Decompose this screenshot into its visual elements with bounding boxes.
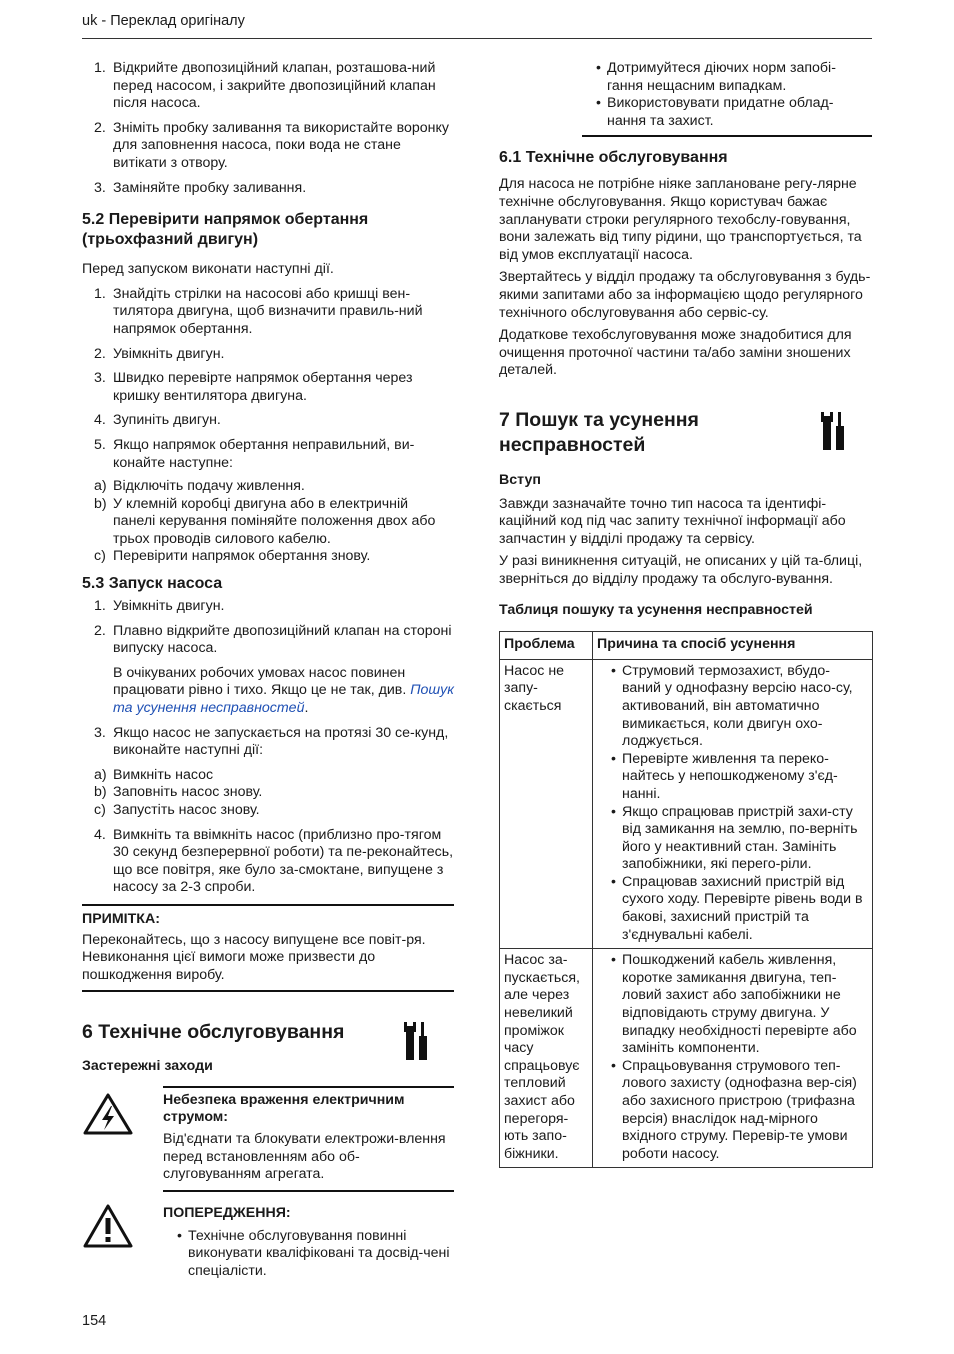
item-number: 2. <box>94 345 106 362</box>
list-item <box>82 412 454 430</box>
list-item <box>82 802 454 820</box>
section-7-heading <box>499 408 759 458</box>
start-steps-list <box>82 598 454 658</box>
note-top-rule <box>82 904 454 906</box>
cause-list <box>597 952 868 1163</box>
item-text: Вимкніть насос <box>113 766 214 783</box>
list-item <box>82 623 454 658</box>
item-text: Зупиніть двигун. <box>113 412 221 429</box>
header-rule <box>82 38 872 39</box>
danger-text: Від'єднати та блокувати електрожи-влення перед встановленням або об-слуговуванням агрегата. <box>163 1131 446 1183</box>
item-number: b) <box>94 495 107 512</box>
item-text: Увімкніть двигун. <box>113 598 225 615</box>
item-number: 1. <box>94 598 106 615</box>
item-number: 2. <box>94 119 106 136</box>
wrench-screwdriver-icon <box>821 412 847 452</box>
warning-block <box>163 1205 454 1280</box>
section-7-subtitle: Вступ <box>499 472 541 488</box>
item-text: Відкрийте двопозиційний клапан, розташова-ний перед насосом, і закрийте двопозиційний клапан після насоса. <box>113 60 436 112</box>
page-header: uk - Переклад оригіналу <box>82 13 245 29</box>
table-row <box>500 949 873 1168</box>
list-item <box>82 370 454 405</box>
warning-top-rule <box>163 1190 454 1192</box>
start-note: В очікуваних робочих умовах насос повинен працювати рівно і тихо. Якщо це не так, див. Пошук та усунення несправностей. <box>113 664 454 717</box>
section-5-3-title: 5.3 Запуск насоса <box>82 575 223 593</box>
section-7-body <box>499 472 872 1168</box>
item-number: 4. <box>94 826 106 843</box>
list-item <box>82 346 454 364</box>
item-text: Запустіть насос знову. <box>113 802 260 818</box>
section-6-title: 6 Технічне обслуговування <box>82 1021 345 1043</box>
rotation-substeps-list <box>82 478 454 566</box>
note-bottom-rule <box>82 990 454 992</box>
section-6-1-title: 6.1 Технічне обслуговування <box>499 149 728 167</box>
danger-block <box>163 1092 454 1184</box>
cause-item: • Спрацьовування струмового теп-лового захисту (однофазна вер-сія) або захисного пристрою (трифазна версія) внаслідок над-мірного вхідного струму. Перевір-те умови роботи насосу. <box>609 1058 868 1164</box>
item-number: 5. <box>94 436 106 453</box>
start-steps-list-2 <box>82 725 454 760</box>
item-number: 1. <box>94 285 106 302</box>
cause-item: • Пошкоджений кабель живлення, коротке замикання двигуна, теп-ловий захист або запобіжники не відповідають струму двигуна. У випадку необхідності перевірте або замініть компоненти. <box>609 952 868 1058</box>
electric-hazard-icon <box>82 1092 134 1136</box>
right-column <box>499 60 872 380</box>
cause-cell <box>593 659 873 949</box>
column-header: Причина та спосіб усунення <box>593 632 873 660</box>
section-7-p1: Завжди зазначайте точно тип насоса та ідентифі-каційний код під час запиту технічної інформації або запчастин у відділі продажу та сервісу. <box>499 495 846 547</box>
section-5-2-title: 5.2 Перевірити напрямок обертання (трьохфазний двигун) <box>82 211 369 249</box>
item-text: Якщо насос не запускається на протязі 30 се-кунд, виконайте наступні дії: <box>113 724 449 759</box>
item-text: Перевірити напрямок обертання знову. <box>113 548 371 565</box>
list-item <box>82 120 454 173</box>
bullet-item: • Дотримуйтеся діючих норм запобі-гання нещасним випадкам. <box>594 60 872 95</box>
list-item <box>82 180 454 198</box>
item-text: Відключіть подачу живлення. <box>113 478 305 495</box>
item-number: c) <box>94 548 106 565</box>
start-steps-list-3 <box>82 827 454 897</box>
note-text: Переконайтесь, що з насосу випущене все повіт-ря. Невиконання цієї вимоги може призвести до пошкодження виробу. <box>82 931 426 983</box>
list-item <box>82 60 454 113</box>
item-text: Увімкніть двигун. <box>113 345 225 362</box>
problem-cell: Насос не запу-скається <box>500 659 593 949</box>
table-row <box>500 659 873 949</box>
list-item <box>82 286 454 339</box>
rotation-steps-list <box>82 286 454 472</box>
item-text: Заміняйте пробку заливання. <box>113 179 307 196</box>
list-item <box>82 598 454 616</box>
danger-top-rule <box>163 1086 454 1088</box>
section-7-p2: У разі виникнення ситуацій, не описаних у цій та-блиці, зверніться до відділу продажу та обслуго-вування. <box>499 553 863 587</box>
danger-title: Небезпека враження електричним струмом: <box>163 1092 405 1125</box>
list-item <box>82 548 454 566</box>
problem-cell: Насос за-пускається, але через невеликий проміжок часу спрацьовує тепловий захист або перегоря-ють запо-біжники. <box>500 949 593 1168</box>
section-6-1-p2: Звертайтесь у відділ продажу та обслуговування з будь-якими запитами або за інформацією щодо регулярного технічного обслуговування або сервіс-су. <box>499 269 871 321</box>
column-header: Проблема <box>500 632 593 660</box>
table-header-row <box>500 632 873 660</box>
warning-title: ПОПЕРЕДЖЕННЯ: <box>163 1205 291 1221</box>
list-item <box>82 725 454 760</box>
item-text: Швидко перевірте напрямок обертання через кришку вентилятора двигуна. <box>113 370 413 404</box>
warning-list-continued <box>582 60 872 130</box>
troubleshooting-table <box>499 631 873 1168</box>
item-number: 1. <box>94 60 106 76</box>
item-text: Зніміть пробку заливання та використайте воронку для заповнення насоса, поки вода не стане витікати з отвору. <box>113 119 449 171</box>
item-number: 4. <box>94 412 106 429</box>
table-title: Таблиця пошуку та усунення несправностей <box>499 601 813 618</box>
item-text: Плавно відкрийте двопозиційний клапан на стороні випуску насоса. <box>113 622 452 657</box>
bullet-item: • Технічне обслуговування повинні виконувати кваліфіковані та досвід-чені спеціалісти. <box>175 1228 454 1281</box>
cause-cell <box>593 949 873 1168</box>
page-number: 154 <box>82 1313 107 1329</box>
wrench-screwdriver-icon <box>404 1022 430 1062</box>
left-column <box>82 60 454 992</box>
list-item <box>82 478 454 496</box>
start-substeps-list <box>82 767 454 820</box>
item-text: Якщо напрямок обертання неправильний, ви-конайте наступне: <box>113 436 415 471</box>
item-text: Вимкніть та ввімкніть насос (приблизно про-тягом 30 секунд безперервної роботи) та пе-реконайтесь, що все повітря, яке було за-смоктане, випущене з насосу за 2-3 спроби. <box>113 826 454 896</box>
note-title: ПРИМІТКА: <box>82 910 160 927</box>
cause-item: • Перевірте живлення та переко-найтесь у непошкодженому з'єд-нанні. <box>609 751 868 804</box>
list-item <box>82 784 454 802</box>
list-item <box>82 496 454 549</box>
item-number: a) <box>94 478 107 495</box>
item-number: 3. <box>94 370 106 387</box>
precautions-subtitle: Застережні заходи <box>82 1058 213 1074</box>
item-number: c) <box>94 802 106 818</box>
list-item <box>82 437 454 472</box>
list-item <box>82 767 454 785</box>
fill-steps-list <box>82 60 454 197</box>
item-number: 3. <box>94 724 106 741</box>
section-7-title: 7 Пошук та усунення несправностей <box>499 409 699 456</box>
troubleshooting-link[interactable]: Пошук та усунення несправностей <box>113 682 454 717</box>
item-text: Знайдіть стрілки на насосові або кришці вен-тилятора двигуна, щоб визначити правиль-ний напрямок обертання. <box>113 285 423 337</box>
item-text: Заповніть насос знову. <box>113 784 263 801</box>
warning-list <box>163 1228 454 1281</box>
cause-item: • Спрацював захисний пристрій від сухого ходу. Перевірте рівень води в бакові, захисний пристрій та з'єднувальні кабелі. <box>609 874 868 944</box>
warning-bottom-rule <box>582 135 872 137</box>
item-number: 2. <box>94 622 106 639</box>
cause-item: • Якщо спрацював пристрій захи-сту від замикання на землю, по-верніть його у неактивний стан. Замініть запобіжники, які перего-ріли. <box>609 804 868 874</box>
section-6-1-p3: Додаткове техобслуговування може знадобитися для очищення проточної частини та/або заміни зношених деталей. <box>499 327 852 379</box>
cause-list <box>597 663 868 945</box>
section-6-heading <box>82 1020 372 1045</box>
section-5-2-intro: Перед запуском виконати наступні дії. <box>82 261 334 278</box>
bullet-item: • Використовувати придатне облад-нання та захист. <box>594 95 872 130</box>
item-number: b) <box>94 784 107 801</box>
item-number: a) <box>94 766 107 783</box>
cause-item: • Струмовий термозахист, вбудо-ваний у однофазну версію насо-су, активований, він автоматично вимикається, коли двигун охо-лоджується. <box>609 663 868 751</box>
warning-icon <box>82 1203 134 1249</box>
item-number: 3. <box>94 179 106 196</box>
list-item <box>82 827 454 897</box>
item-text: У клемній коробці двигуна або в електричній панелі керування поміняйте положення двох або трьох проводів силового кабелю. <box>113 495 436 547</box>
section-6-1-p1: Для насоса не потрібне ніяке заплановане регу-лярне технічне обслуговування. Якщо користувач бажає запланувати строки регулярного техобслу-говування, вони залежать від типу рідини, що транспортується, та від умов експлуатації насоса. <box>499 176 862 263</box>
